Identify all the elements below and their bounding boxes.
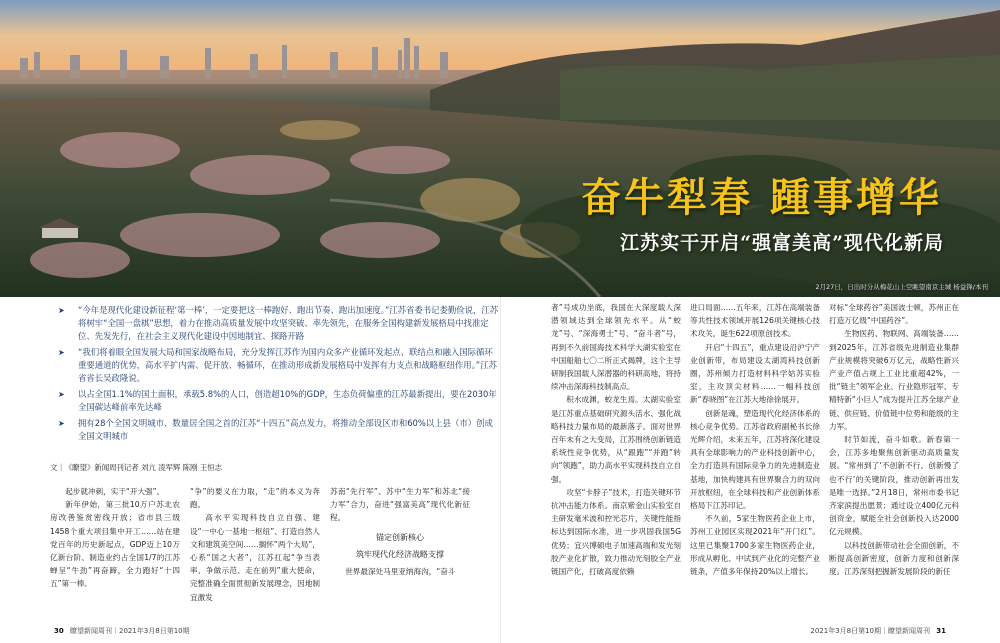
paragraph: “争”的要义在力取，“走”的本义为奔跑。 xyxy=(190,487,320,510)
paragraph: 起步就冲刺，实干“开大强”。 xyxy=(65,487,165,496)
summary-item xyxy=(58,388,500,414)
paragraph: 攻坚“卡脖子”技术，打造关键环节抗冲击能力体系。南京紫金山实验室自主研发毫米波和控光芯片，关键性能指标达到国际水准，进一步巩固我国5G优势；宜兴博硕电子加速高端和发光刻胶产业化扩散，致力推动光刻胶全产业链国产化，打破高度依赖 xyxy=(551,487,681,577)
paragraph: 开启“十四五”，重点建设沿沪宁产业创新带，布局建设太湖湾科技创新圈，苏州倾力打造材料科学姑苏实验室，主攻顶尖材料……一幅科技创新“春晓图”在江苏大地徐徐展开。 xyxy=(690,342,820,405)
summary-item xyxy=(58,417,500,443)
body-column-5 xyxy=(690,301,820,621)
footer-left xyxy=(50,626,190,636)
photo-caption: 2月27日，日出时分从梅花山上空眺望南京主城 杨益锋/本刊 xyxy=(815,283,988,291)
paragraph: 时节如流，奋斗如歌。新春第一会，江苏多地聚焦创新驱动高质量发展。“常州到了‘不创新不行、创新慢了也不行’的关键阶段，推动创新再出发是唯一选择。”2月18日，常州市委书记齐家滨提出愿景；通过设立400亿元科创资金，赋能全社会创新投入达2000亿元规模。 xyxy=(829,435,959,537)
subheadline: 江苏实干开启“强富美高”现代化新局 xyxy=(620,232,944,254)
body-column-2 xyxy=(190,485,320,621)
section-heading: 锚定创新核心 xyxy=(376,532,424,542)
page-number: 30 xyxy=(54,627,64,635)
summary-text: “今年是现代化建设新征程‘第一棒’，一定要把这一棒跑好、跑出节奏、跑出加速度。”江苏省委书记娄勤俭说，江苏将树牢“全国一盘棋”思想，着力在推动高质量发展中攻坚突破、率先领先，在服务全国构建新发展格局中找准定位、先发先行，在社会主义现代化建设中因地制宜、探路开路 xyxy=(78,305,499,341)
paragraph: 以科技创新带动社会全面创新，不断提高创新密度，创新力度和创新深度。江苏深刻把握新发展阶段的新任 xyxy=(829,540,959,577)
arrow-bullet-icon: ➤ xyxy=(58,348,65,357)
section-heading: 筑牢现代化经济战略支撑 xyxy=(356,549,444,559)
summary-item xyxy=(58,304,500,343)
paragraph: 者”号成功坐底，我国在大深度载人深潜领域达到全球领先水平。从“蛟龙”号、“深海勇士”号、“奋斗者”号，再到不久前国海技术科学大湖实验室在中国船舶七〇二所正式揭牌，这个主导研制我国载人深潜器的科研高地，将持续冲击深海科技制高点。 xyxy=(551,303,681,392)
paragraph: 积水成渊，蛟龙生焉。太湖实验室是江苏重点基础研究源头活水、强化战略科技力量布局的最新落子。面对世界百年未有之大变局，江苏围绕创新链造系统性竞争优势，从“跟跑”“并跑”转向“领跑”，助力高水平实现科技自立自强。 xyxy=(551,395,681,484)
body-column-3 xyxy=(330,485,470,621)
paragraph: 高水平实现科技自立自强、建设“一中心一基地一枢纽”、打造自然人文和建筑美空间……搁怀“两个大局”，心系“国之大者”，江苏扛起“争当表率、争做示范、走在前列”重大使命，完整准确全面贯彻新发展理念，因地制宜激发 xyxy=(190,513,320,602)
paragraph: 进口局面……五年来，江苏在高端装备等共性技术领域开展126项关键核心技术攻关，诞生622项原创技术。 xyxy=(690,303,820,339)
footer-text: 2021年3月8日第10期｜瞭望新闻周刊 xyxy=(810,627,931,635)
byline: 文｜《瞭望》新闻周刊记者 刘亢 凌军辉 陈刚 王恒志 xyxy=(50,463,222,472)
paragraph: 新年伊始，第三批10万户苏北农房改善鉴赏密线开放；省市县三级1458个重大项目集中开工……站在建党百年的历史新起点，GDP迈上10万亿新台阶、制造业约占全国1/7的江苏蝉呈“牛劲”再奋蹄，全力跑好“十四五”第一棒。 xyxy=(50,500,180,589)
hero-photo xyxy=(0,0,1000,297)
page-spine xyxy=(500,297,501,643)
paragraph: 苏南“先行军”、苏中“生力军”和苏北“接力军”合力，奋进“强富美高”现代化新征程。 xyxy=(330,487,470,523)
summary-item xyxy=(58,346,500,385)
footer-text: 瞭望新闻周刊｜2021年3月8日第10期 xyxy=(69,627,190,635)
paragraph: 生物医药、物联网、高端装备……到2025年，江苏省级先进制造业集群产业规模将突破6万亿元，战略性新兴产业产值占规上工业比重超42%，一批“链主”领军企业、行业隐形冠军、专精特新“小巨人”成为提升江苏全球产业链、供应链、价值链中位势和能级的主力军。 xyxy=(829,329,959,431)
arrow-bullet-icon: ➤ xyxy=(58,390,65,399)
paragraph: 不久前，5家生物医药企业上市，苏州工业园区实现2021年“开门红”。这里已集聚1700多家生物医药企业，形成从孵化、中试到产业化的完整产业链条，产值多年保持20%以上增长。 xyxy=(690,514,820,577)
summary-block xyxy=(58,304,500,446)
summary-text: 以占全国1.1%的国土面积，承载5.8%的人口，创造超10%的GDP，生态负荷偏重的江苏最新提出，要在2030年全国碳达峰前率先达峰 xyxy=(78,389,497,412)
headline: 奋牛犁春 踵事增华 xyxy=(581,174,942,221)
body-column-4 xyxy=(551,301,681,621)
summary-text: 拥有28个全国文明城市、数量居全国之首的江苏“十四五”高点发力，将推动全部设区市和60%以上县（市）创成全国文明城市 xyxy=(78,418,493,441)
body-column-1 xyxy=(50,485,180,621)
body-column-6 xyxy=(829,301,959,621)
summary-text: “我们将着眼全国发展大局和国家战略布局，充分发挥江苏作为国内众多产业循环发起点、联结点和融入国际循环重要通道的优势，高水平扩内需、促开放、畅循环，在推动形成新发展格局中发挥有力支点和战略枢纽作用。”江苏省省长吴政隆说。 xyxy=(78,347,497,383)
paragraph: 世界最深处马里亚纳海沟，“奋斗 xyxy=(345,567,456,577)
footer-right xyxy=(810,626,950,636)
paragraph: 对标“全球药谷”美国波士顿，苏州正在打造万亿级“中国药谷”。 xyxy=(829,303,959,326)
arrow-bullet-icon: ➤ xyxy=(58,419,65,428)
arrow-bullet-icon: ➤ xyxy=(58,306,65,315)
page-number: 31 xyxy=(936,627,946,635)
paragraph: 创新是魂，塑造现代化经济体系的核心竞争优势。江苏省政府副秘书长徐光辉介绍，未来五年，江苏将深化建设具有全球影响力的产业科技创新中心，全力打造具有国际竞争力的先进制造业基地，加快构建具有世界聚合力的双向开放枢纽，在全球科技和产业创新体系格局下江苏印记。 xyxy=(690,408,820,511)
